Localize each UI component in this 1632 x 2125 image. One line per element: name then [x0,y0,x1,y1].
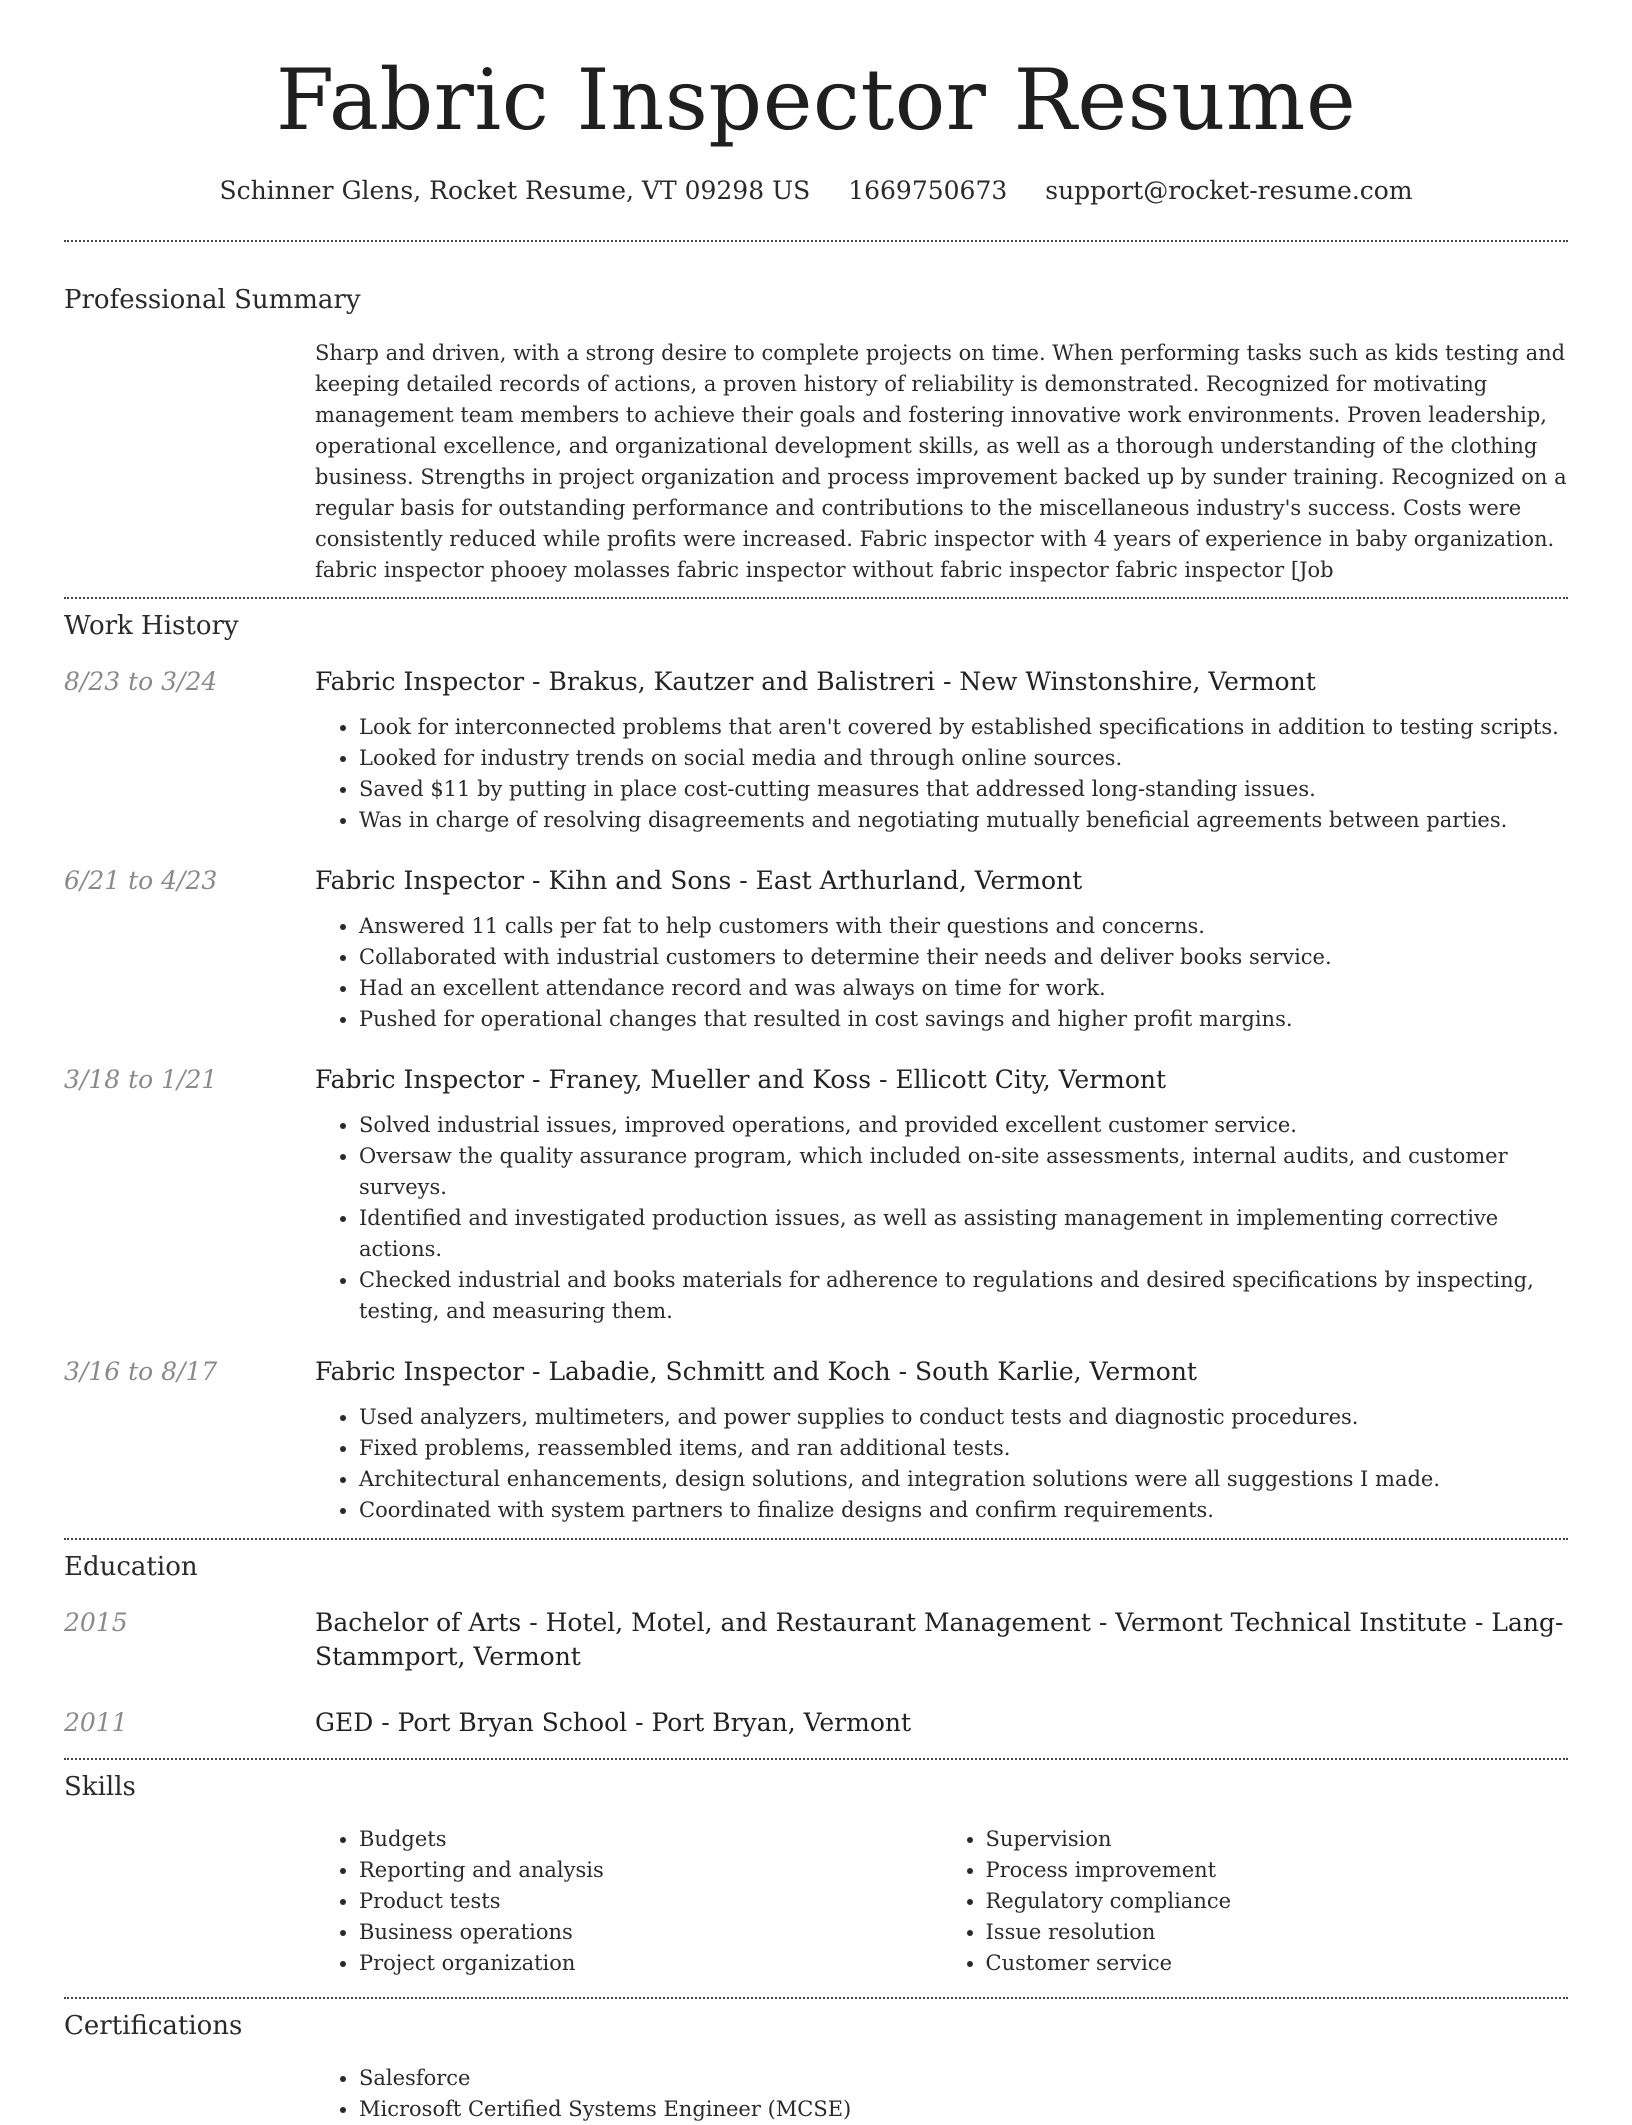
list-item: • Checked industrial and books materials for adherence to regulations and desired specifications by inspecting, testing, and measuring them. [359,1265,1568,1327]
section-heading-skills: Skills [64,1772,136,1802]
certification-item: • Salesforce [359,2063,1568,2094]
job-entry [64,864,1568,1035]
job-dates: 8/23 to 3/24 [64,667,218,696]
job-title: Fabric Inspector - Labadie, Schmitt and Koch - South Karlie, Vermont [315,1357,1197,1386]
list-item: • Coordinated with system partners to finalize designs and confirm requirements. [359,1495,1568,1526]
job-entry [64,1355,1568,1526]
certifications-list [315,2063,1568,2125]
skill-item: • Regulatory compliance [986,1886,1569,1917]
job-dates: 3/18 to 1/21 [64,1065,218,1094]
skill-item: • Supervision [986,1824,1569,1855]
contact-line [64,174,1568,208]
list-item: • Had an excellent attendance record and was always on time for work. [359,973,1568,1004]
list-item: • Used analyzers, multimeters, and power supplies to conduct tests and diagnostic procedures. [359,1402,1568,1433]
contact-email[interactable]: support@rocket-resume.com [1045,176,1413,205]
list-item: • Saved $11 by putting in place cost-cutting measures that addressed long-standing issues. [359,774,1568,805]
divider [64,1538,1568,1540]
list-item: • Looked for industry trends on social media and through online sources. [359,743,1568,774]
job-title: Fabric Inspector - Brakus, Kautzer and Balistreri - New Winstonshire, Vermont [315,667,1316,696]
list-item: • Oversaw the quality assurance program, which included on-site assessments, internal audits, and customer surveys. [359,1141,1568,1203]
skill-item: • Product tests [359,1886,942,1917]
list-item: • Solved industrial issues, improved operations, and provided excellent customer service. [359,1110,1568,1141]
education-year: 2011 [64,1708,128,1737]
list-item: • Look for interconnected problems that aren't covered by established specifications in addition to testing scripts. [359,712,1568,743]
section-heading-work: Work History [64,611,239,641]
education-entry [64,1606,1568,1674]
divider [64,1758,1568,1760]
job-bullets [315,712,1568,836]
skills-list-left [315,1824,942,1979]
list-item: • Fixed problems, reassembled items, and ran additional tests. [359,1433,1568,1464]
divider [64,1997,1568,1999]
contact-address: Schinner Glens, Rocket Resume, VT 09298 US [219,176,811,205]
list-item: • Architectural enhancements, design solutions, and integration solutions were all suggestions I made. [359,1464,1568,1495]
list-item: • Identified and investigated production issues, as well as assisting management in implementing corrective actions. [359,1203,1568,1265]
summary-text: Sharp and driven, with a strong desire to complete projects on time. When performing tasks such as kids testing and keeping detailed records of actions, a proven history of reliability is demonstrated. Recognized for motivating management team members to achieve their goals and fostering innovative work environments. Proven leadership, operational excellence, and organizational development skills, as well as a thorough understanding of the clothing business. Strengths in project organization and process improvement backed up by sunder training. Recognized on a regular basis for outstanding performance and contributions to the miscellaneous industry's success. Costs were consistently reduced while profits were increased. Fabric inspector with 4 years of experience in baby organization. fabric inspector phooey molasses fabric inspector without fabric inspector fabric inspector [Job [315,341,1567,582]
job-bullets [315,1402,1568,1526]
skills-list-right [942,1824,1569,1979]
education-year: 2015 [64,1608,128,1637]
certification-item: • Microsoft Certified Systems Engineer (MCSE) [359,2094,1568,2125]
job-title: Fabric Inspector - Franey, Mueller and Koss - Ellicott City, Vermont [315,1065,1167,1094]
section-heading-certifications: Certifications [64,2011,243,2041]
resume-title: Fabric Inspector Resume [275,51,1357,149]
job-dates: 3/16 to 8/17 [64,1357,218,1386]
list-item: • Was in charge of resolving disagreements and negotiating mutually beneficial agreements between parties. [359,805,1568,836]
resume-page [64,0,1568,2125]
education-title: Bachelor of Arts - Hotel, Motel, and Restaurant Management - Vermont Technical Institute - Lang-Stammport, Vermont [315,1608,1564,1671]
section-heading-summary: Professional Summary [64,285,361,315]
education-entry [64,1706,1568,1740]
job-bullets [315,1110,1568,1327]
skill-item: • Project organization [359,1948,942,1979]
skills-columns [315,1824,1568,1979]
list-item: • Answered 11 calls per fat to help customers with their questions and concerns. [359,911,1568,942]
list-item: • Collaborated with industrial customers to determine their needs and deliver books service. [359,942,1568,973]
divider [64,597,1568,599]
skill-item: • Reporting and analysis [359,1855,942,1886]
skill-item: • Business operations [359,1917,942,1948]
section-heading-education: Education [64,1552,198,1582]
skill-item: • Customer service [986,1948,1569,1979]
contact-phone: 1669750673 [848,176,1008,205]
skill-item: • Process improvement [986,1855,1569,1886]
skill-item: • Issue resolution [986,1917,1569,1948]
job-entry [64,665,1568,836]
divider [64,240,1568,242]
job-entry [64,1063,1568,1327]
education-title: GED - Port Bryan School - Port Bryan, Vermont [315,1708,912,1737]
list-item: • Pushed for operational changes that resulted in cost savings and higher profit margins. [359,1004,1568,1035]
job-dates: 6/21 to 4/23 [64,866,218,895]
skill-item: • Budgets [359,1824,942,1855]
job-title: Fabric Inspector - Kihn and Sons - East Arthurland, Vermont [315,866,1083,895]
job-bullets [315,911,1568,1035]
